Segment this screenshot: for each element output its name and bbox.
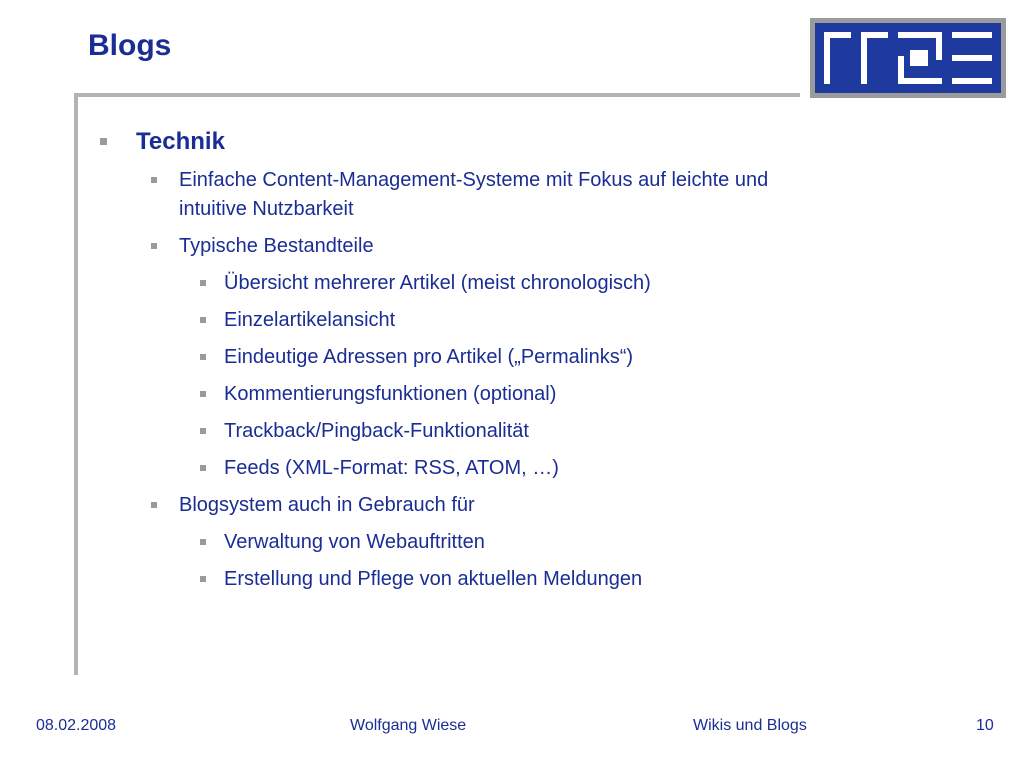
left-rule bbox=[74, 93, 78, 675]
square-bullet-icon bbox=[151, 502, 157, 508]
bullet-text: Verwaltung von Webauftritten bbox=[224, 531, 485, 553]
bullet-text: Eindeutige Adressen pro Artikel („Permalinks“) bbox=[224, 346, 634, 368]
bullet-text: Trackback/Pingback-Funktionalität bbox=[224, 420, 529, 442]
list-item bbox=[96, 491, 809, 520]
list-item bbox=[96, 232, 809, 261]
footer-topic: Wikis und Blogs bbox=[693, 717, 807, 734]
footer-author: Wolfgang Wiese bbox=[350, 717, 467, 734]
bullet-text: Feeds (XML-Format: RSS, ATOM, …) bbox=[224, 457, 559, 479]
bullet-text: Einzelartikelansicht bbox=[224, 309, 396, 331]
slide-content bbox=[96, 124, 906, 602]
slide-title: Blogs bbox=[88, 29, 172, 62]
square-bullet-icon bbox=[151, 243, 157, 249]
bullet-text: Kommentierungsfunktionen (optional) bbox=[224, 383, 557, 405]
square-bullet-icon bbox=[200, 354, 206, 360]
bullet-text: Einfache Content-Management-Systeme mit Fokus auf leichte und intuitive Nutzbarkeit bbox=[179, 169, 769, 220]
square-bullet-icon bbox=[100, 138, 107, 145]
list-item bbox=[96, 565, 906, 594]
header-rule bbox=[74, 93, 800, 97]
list-item bbox=[96, 343, 906, 372]
list-item bbox=[96, 417, 906, 446]
list-item bbox=[96, 269, 906, 298]
list-item bbox=[96, 454, 906, 483]
footer-date: 08.02.2008 bbox=[36, 717, 117, 734]
page-number: 10 bbox=[976, 717, 994, 734]
bullet-text: Übersicht mehrerer Artikel (meist chronologisch) bbox=[224, 272, 651, 294]
list-item bbox=[96, 528, 906, 557]
square-bullet-icon bbox=[200, 465, 206, 471]
list-item bbox=[96, 306, 906, 335]
list-item bbox=[96, 380, 906, 409]
square-bullet-icon bbox=[200, 428, 206, 434]
square-bullet-icon bbox=[200, 576, 206, 582]
bullet-text: Erstellung und Pflege von aktuellen Meldungen bbox=[224, 568, 643, 590]
bullet-text: Technik bbox=[136, 128, 225, 155]
square-bullet-icon bbox=[200, 280, 206, 286]
bullet-text: Typische Bestandteile bbox=[179, 235, 374, 257]
bullet-text: Blogsystem auch in Gebrauch für bbox=[179, 494, 475, 516]
bullet-technik bbox=[96, 124, 906, 160]
square-bullet-icon bbox=[200, 317, 206, 323]
square-bullet-icon bbox=[200, 391, 206, 397]
square-bullet-icon bbox=[151, 177, 157, 183]
square-bullet-icon bbox=[200, 539, 206, 545]
list-item bbox=[96, 166, 809, 224]
rrze-logo bbox=[810, 18, 1006, 98]
